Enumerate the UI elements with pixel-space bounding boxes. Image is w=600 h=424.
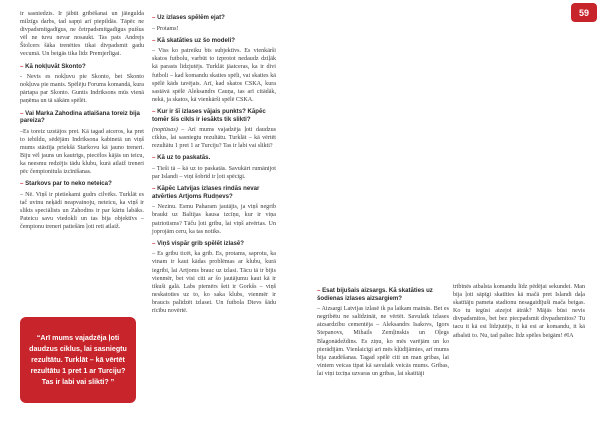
answer-paragraph: - Nevis es nokļuvu pie Skonto, bet Skonto nokļuva pie manis. Spēlēju Forums komandā, kura pārtapa par Skonto. Guntis Indriksons mūs vienā paņēma un tā sākām spēlēt. (20, 74, 144, 105)
answer-paragraph: –Es toreiz uzstājos pret. Kā tagad atceros, ka pret to iebildu, sēdējām Indriksona kabinetā un viņš mums stāstīja priekšā Starkovu kā jauno treneri. Biju vēl jauns un kautrīgs, piecēlos kājās un teicu, ka neesmu redzējis tādu klubu, kurā atlaiž treneri pēc čempionitula izcīnīšanas. (20, 128, 144, 176)
interview-question: – Viņš vispār grib spēlēt izlasē? (152, 239, 245, 247)
answer-paragraph: – Protams! (152, 25, 179, 32)
interview-question: – Esat bijušais aizsargs. Kā skatāties uz šodienas izlases aizsargiem? (317, 287, 433, 302)
page-number-badge (571, 3, 597, 22)
answer-paragraph: – Viss ko patreiku bīs subjektīvs. Es vienkārši skatos futbolu, varbūt to izprotot nedaudz dziļāk kā parasts līdzjutējs. Turklāt jāatceras, ka ir divi futboli – kad komandu skaties spēli, vai skaties kā spēlē kāds tavējais. Arī, kad skatos CSKA, kura sastāvā spēlē Aleksandrs Cauņa, tas arī citādāk, nekā, ja skatos, kā vienkārši spēlē CSKA. (152, 48, 276, 103)
answer-paragraph: – Nē. Viņš ir pietiekami gudrs cilvēks. Turklāt es tač uvinu neķādi neapvainoju, neteicu, ka viņš ir slikts speciālists un Zahodins ir par kārtu labāks. Pateicu savu viedokli un tas bija objektīvs – čempionu treneri patiešām ļoti reti atlaiž. (20, 191, 144, 231)
question-text: Kā nokļuvāt Skonto? (25, 62, 86, 70)
question-text: Kur ir šī izlases vājais punkts? Kāpēc tomēr šis cikls ir iesākts tik slikti? (152, 107, 266, 123)
article-column-1 (20, 10, 144, 235)
answer-paragraph: – Nezinu. Esmu Paharam jautājis, ja viņš negrib braukt uz Baltijas kausa izcīņu, kur ir viņa patriotisms? Tāču ļoti gribu, lai viņš atvērtas. Un joprojām ceru, ka tas notiks. (152, 204, 276, 235)
question-text: Esat bijušais aizsargs. Kā skatāties uz šodienas izlases aizsargiem? (317, 287, 433, 302)
pull-quote-text: “Arī mums vajadzēja ļoti daudzus ciklus, lai sasniegtu rezultātu. Turklāt – kā vērtēt rezultātu 1 pret 1 ar Turciju? Tas ir labi vai slikti? ” (29, 333, 127, 386)
question-text: Kā skatāties uz šo modeli? (157, 36, 235, 44)
article-column-2 (152, 10, 276, 319)
interview-question: – Vai Marka Zahodina atlaišana toreiz bija pareiza? (20, 109, 140, 125)
question-text: Kāpēc Latvijas izlases rindās nevar atvērties Artjoms Rudņevs? (152, 185, 260, 200)
pull-quote-box (20, 317, 136, 403)
interview-question: – Kur ir šī izlases vājais punkts? Kāpēc tomēr šis cikls ir iesākts tik slikti? (152, 107, 266, 123)
answer-paragraph: – Tieši tā – kā uz to paskatās. Savukārt rumānijot par Islandi – viņi šobrīd ir ļoti spēcīgi. (152, 166, 276, 181)
article-column-3 (317, 283, 449, 382)
answer-paragraph: – Es gribu ticēt, ka grib. Es, protams, saprotu, ka vinam ir kaut kādas problēmas ar klubu, kurā iegribi, lai Artjoms brauc uz izlasi. Tācu tā ir bijis vienmēr, bet visi citi ar šo jautājumu kaut kā ir tikuši galā. Labs piemērs šeit ir Gorkšs – viņš neskatoties uz to, ko saka klubs, vienmēr ir braucis palīdzēt izlasei. Un futbola Dievs šādu rīcību novērtē. (152, 251, 276, 314)
question-text: Kā uz to paskatās. (157, 154, 211, 162)
page-number: 59 (578, 7, 589, 18)
answer-paragraph: tribīnēs atbalsta komandu līdz pēdējai sekundei. Man bija ļoti sāpīgi skatīties kā mačā pret Islandi daļa skatītāju pameta stadionu nesagaidījuši mača beigas. Ko tu iegūsi aizejot ātrāk? Mājās būsi nevis divpadsmitos, bet bez piecpadsmit divpadsmitos? Tu tacu it kā esi līdzjutējs, it kā esi ar komandu, it kā atbalsti to. Nu, tad paliec līdz spēles beigām! #IA (453, 284, 585, 339)
answer-paragraph: (noptūsas) – Arī mums vajadzēja ļoti daudzus ciklus, lai sasniegtu rezultātu. Turklāt – kā vērtēt rezultātu 1 pret 1 ar Turciju? Tas ir labi vai slikti? (152, 127, 276, 150)
question-text: Starkovs par to neko neteica? (25, 180, 112, 188)
interview-question: – Kā skatāties uz šo modeli? (152, 36, 235, 44)
interview-question: – Kā uz to paskatās. (152, 154, 211, 162)
interview-question: – Uz izlases spēlēm ejat? (152, 14, 225, 21)
answer-paragraph: – Aizsargi Latvijas izlasē ik pa laikam mainās. Bet es negribētu ne salīdzināt, ne vērtēt. Savulaik izlases aizsardzību cementēja – Aleksandrs Isakovs, Igors Stepanovs, Mihails Zemļinskis un Oļegs Blagonādeždins. Es ziņu, ko mēs varējām un ko pierādījām. Vienlaicīgi arī mēs kļūdījāmies, arī mums bija zaudēšanas. Tagad spēlē citi un man gribas, lai viniem veicas tipat kā savulaik veicās mums. Gribas, lai viņi izcīņa uzvaras un gribas, lai skatītāji (317, 306, 449, 377)
question-text: Viņš vispār grib spēlēt izlasē? (157, 239, 245, 247)
interview-question: – Starkovs par to neko neteica? (20, 180, 112, 188)
question-text: Vai Marka Zahodina atlaišana toreiz bija pareiza? (20, 109, 140, 125)
article-column-4 (453, 283, 585, 344)
interview-question: – Kāpēc Latvijas izlases rindās nevar atvērties Artjoms Rudņevs? (152, 185, 260, 200)
answer-paragraph: ir sasniedzis. Ir jābūt gribēšanai un jāiegulda milzīgs darbs, tad sapņi arī piepildās. Tāpēc ne divpadsmitgadīgus, ne četrpadsmitgadīgus puišus vēl ne tuvu nevar nosaukt. Tas pats Andrejs Štolcers šāka trenēties tikai divpadsmit gadu vecumā. Un beigās tika līdz Premjerlīgai. (20, 11, 144, 58)
question-text: Uz izlases spēlēm ejat? (157, 14, 225, 21)
interview-question: – Kā nokļuvāt Skonto? (20, 62, 86, 70)
